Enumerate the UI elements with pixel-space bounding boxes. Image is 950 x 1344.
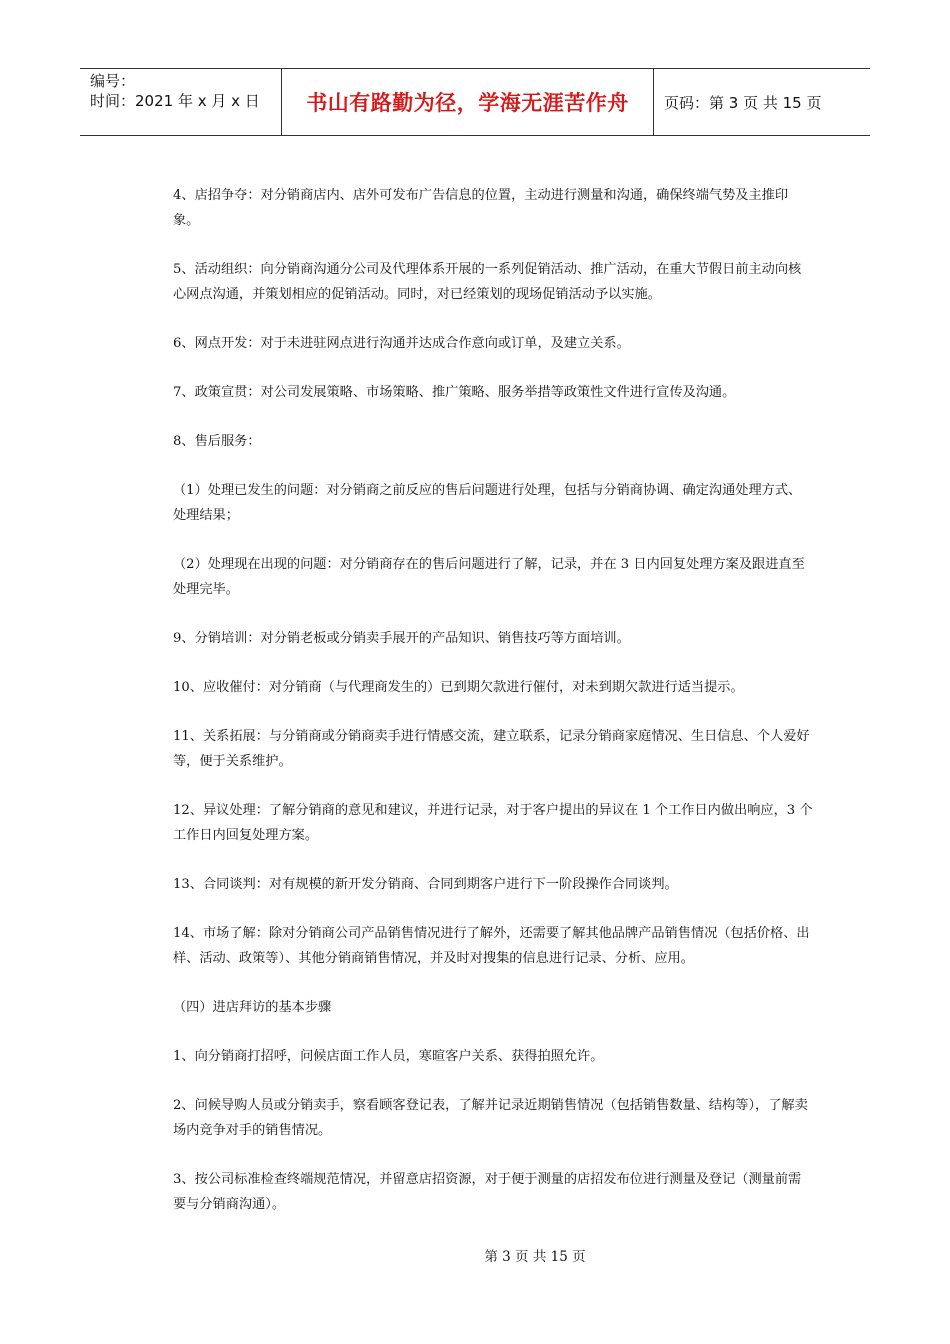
paragraph: 14、市场了解：除对分销商公司产品销售情况进行了解外，还需要了解其他品牌产品销售情况（包括价格、出样、活动、政策等）、其他分销商销售情况，并及时对搜集的信息进行记录、分析、应用。 [173, 926, 810, 966]
paragraph: （2）处理现在出现的问题：对分销商存在的售后问题进行了解，记录，并在 3 日内回复处理方案及跟进直至处理完毕。 [173, 557, 805, 597]
paragraph: 6、网点开发：对于未进驻网点进行沟通并达成合作意向或订单，及建立关系。 [173, 336, 630, 351]
paragraph: 11、关系拓展：与分销商或分销商卖手进行情感交流，建立联系，记录分销商家庭情况、生日信息、个人爱好等，便于关系维护。 [173, 729, 810, 769]
number-label: 编号： [90, 72, 136, 90]
paragraph: 4、店招争夺：对分销商店内、店外可发布广告信息的位置，主动进行测量和沟通，确保终端气势及主推印象。 [173, 188, 789, 228]
paragraph: 3、按公司标准检查终端规范情况，并留意店招资源，对于便于测量的店招发布位进行测量及登记（测量前需要与分销商沟通）。 [173, 1172, 802, 1212]
header-motto-cell [282, 69, 654, 135]
paragraph: 2、问候导购人员或分销卖手，察看顾客登记表，了解并记录近期销售情况（包括销售数量、结构等），了解卖场内竞争对手的销售情况。 [173, 1098, 808, 1138]
motto: 书山有路勤为径，学海无涯苦作舟 [306, 91, 629, 115]
paragraph: 7、政策宣贯：对公司发展策略、市场策略、推广策略、服务举措等政策性文件进行宣传及沟通。 [173, 385, 736, 400]
page-info: 页码：第 3 页 共 15 页 [664, 93, 822, 112]
header-page-info [654, 69, 870, 135]
paragraph: 9、分销培训：对分销老板或分销卖手展开的产品知识、销售技巧等方面培训。 [173, 631, 630, 646]
paragraph: 1、向分销商打招呼，问候店面工作人员，寒暄客户关系、获得拍照允许。 [173, 1049, 604, 1064]
paragraph: 5、活动组织：向分销商沟通分公司及代理体系开展的一系列促销活动、推广活动，在重大节假日前主动向核心网点沟通，并策划相应的促销活动。同时，对已经策划的现场促销活动予以实施。 [173, 262, 802, 302]
header-meta [80, 69, 282, 135]
paragraph: 12、异议处理：了解分销商的意见和建议，并进行记录，对于客户提出的异议在 1 个工作日内做出响应，3 个工作日内回复处理方案。 [173, 803, 813, 843]
paragraph: （1）处理已发生的问题：对分销商之前反应的售后问题进行处理，包括与分销商协调、确定沟通处理方式、处理结果； [173, 483, 802, 523]
page-header [80, 68, 870, 136]
page-footer [0, 1245, 950, 1265]
document-body [173, 183, 813, 1241]
footer-page-number: 第 3 页 共 15 页 [484, 1249, 586, 1265]
time-label: 时间：2021 年 x 月 x 日 [90, 92, 260, 110]
paragraph: 13、合同谈判：对有规模的新开发分销商、合同到期客户进行下一阶段操作合同谈判。 [173, 877, 678, 892]
section-heading: （四）进店拜访的基本步骤 [173, 1000, 332, 1015]
paragraph: 10、应收催付：对分销商（与代理商发生的）已到期欠款进行催付，对未到期欠款进行适当提示。 [173, 680, 744, 695]
paragraph: 8、售后服务： [173, 434, 261, 449]
